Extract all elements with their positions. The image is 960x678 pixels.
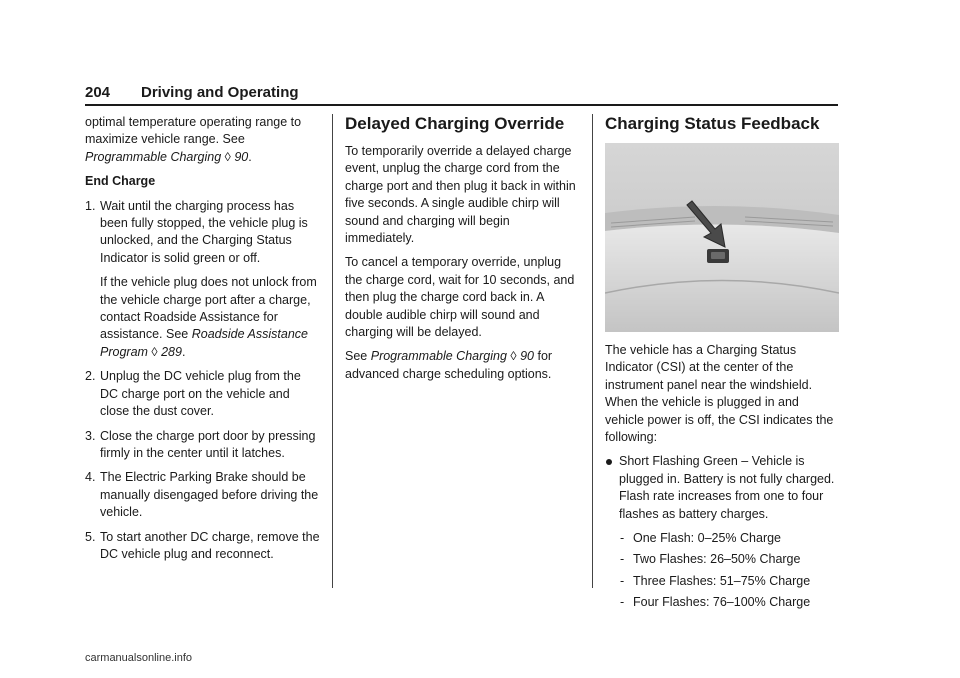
page-header — [85, 84, 838, 104]
section-heading: Charging Status Feedback — [605, 114, 820, 133]
page-ref[interactable]: 90 — [234, 149, 249, 164]
end-charge-heading: End Charge — [85, 174, 156, 189]
step-number: 4. — [85, 470, 96, 485]
page-ref[interactable]: 90 — [520, 349, 534, 364]
bullet-icon — [606, 459, 612, 465]
step-text: To start another DC charge, remove the DC vehicle plug and reconnect. — [100, 529, 320, 561]
page-number: 204 — [85, 84, 111, 101]
intro-paragraph: optimal temperature operating range to maximize vehicle range. See Programmable Charging ◊ 90. — [85, 115, 302, 164]
dash-icon: - — [620, 573, 625, 588]
paragraph: The vehicle has a Charging Status Indicator (CSI) at the center of the instrument panel near the windshield. When the vehicle is plugged in and vehicle power is off, the CSI indicates the following: — [605, 343, 834, 445]
step-number: 1. — [85, 198, 96, 213]
step-text: Unplug the DC vehicle plug from the DC charge port on the vehicle and close the dust cover. — [100, 369, 301, 419]
step-text: Close the charge port door by pressing firmly in the center until it latches. — [100, 428, 316, 460]
list-item: Short Flashing Green – Vehicle is plugged in. Battery is not fully charged. Flash rate increases from one to four flashes as battery charges. — [605, 453, 840, 523]
page-ref-icon: ◊ — [151, 344, 158, 359]
list-item: - Two Flashes: 26–50% Charge — [605, 551, 840, 568]
section-heading: Delayed Charging Override — [345, 114, 565, 133]
list-item — [85, 428, 320, 463]
list-item: - One Flash: 0–25% Charge — [605, 530, 840, 547]
cross-reference-link[interactable]: Roadside Assistance Program — [100, 327, 309, 359]
list-item — [85, 529, 320, 564]
dashboard-photo — [605, 143, 839, 332]
list-item: - Four Flashes: 76–100% Charge — [605, 594, 840, 611]
column-divider — [332, 114, 333, 588]
step-note: If the vehicle plug does not unlock from the vehicle charge port after a charge, contact Roadside Assistance for assistance. See Roadside Assistance Program ◊ 289. — [100, 275, 317, 359]
page-ref-icon: ◊ — [510, 349, 517, 364]
header-rule — [85, 104, 838, 106]
footer-watermark: carmanualsonline.info — [85, 652, 193, 664]
page-ref-icon: ◊ — [224, 149, 231, 164]
paragraph: To cancel a temporary override, unplug the charge cord, wait for 10 seconds, and then plug the charge cord back in. A double audible chirp will sound and charging will be delayed. — [345, 255, 575, 340]
step-text: Wait until the charging process has been fully stopped, the vehicle plug is unlocked, and the Charging Status Indicator is solid green or off. — [100, 198, 308, 265]
dash-icon: - — [620, 552, 625, 567]
column-divider — [592, 114, 593, 588]
list-item — [85, 198, 320, 268]
list-item — [85, 469, 320, 521]
column-left — [85, 114, 320, 570]
cross-reference-link[interactable]: Programmable Charging — [370, 349, 507, 364]
list-item — [85, 368, 320, 420]
step-number: 2. — [85, 369, 96, 384]
column-middle — [345, 114, 580, 390]
page-ref[interactable]: 289 — [161, 344, 182, 359]
step-number: 3. — [85, 428, 96, 443]
paragraph: To temporarily override a delayed charge event, unplug the charge cord from the charge port and then plug it back in within five seconds. A single audible chirp will sound and charging will begin immediately. — [345, 144, 576, 246]
paragraph: See Programmable Charging ◊ 90 for advanced charge scheduling options. — [345, 349, 553, 381]
step-text: The Electric Parking Brake should be manually disengaged before driving the vehicle. — [100, 470, 319, 520]
dash-icon: - — [620, 531, 625, 546]
list-item: - Three Flashes: 51–75% Charge — [605, 573, 840, 590]
column-right — [605, 114, 840, 616]
step-number: 5. — [85, 529, 96, 544]
cross-reference-link[interactable]: Programmable Charging — [85, 149, 222, 164]
section-title: Driving and Operating — [141, 84, 299, 101]
dash-icon: - — [620, 595, 625, 610]
